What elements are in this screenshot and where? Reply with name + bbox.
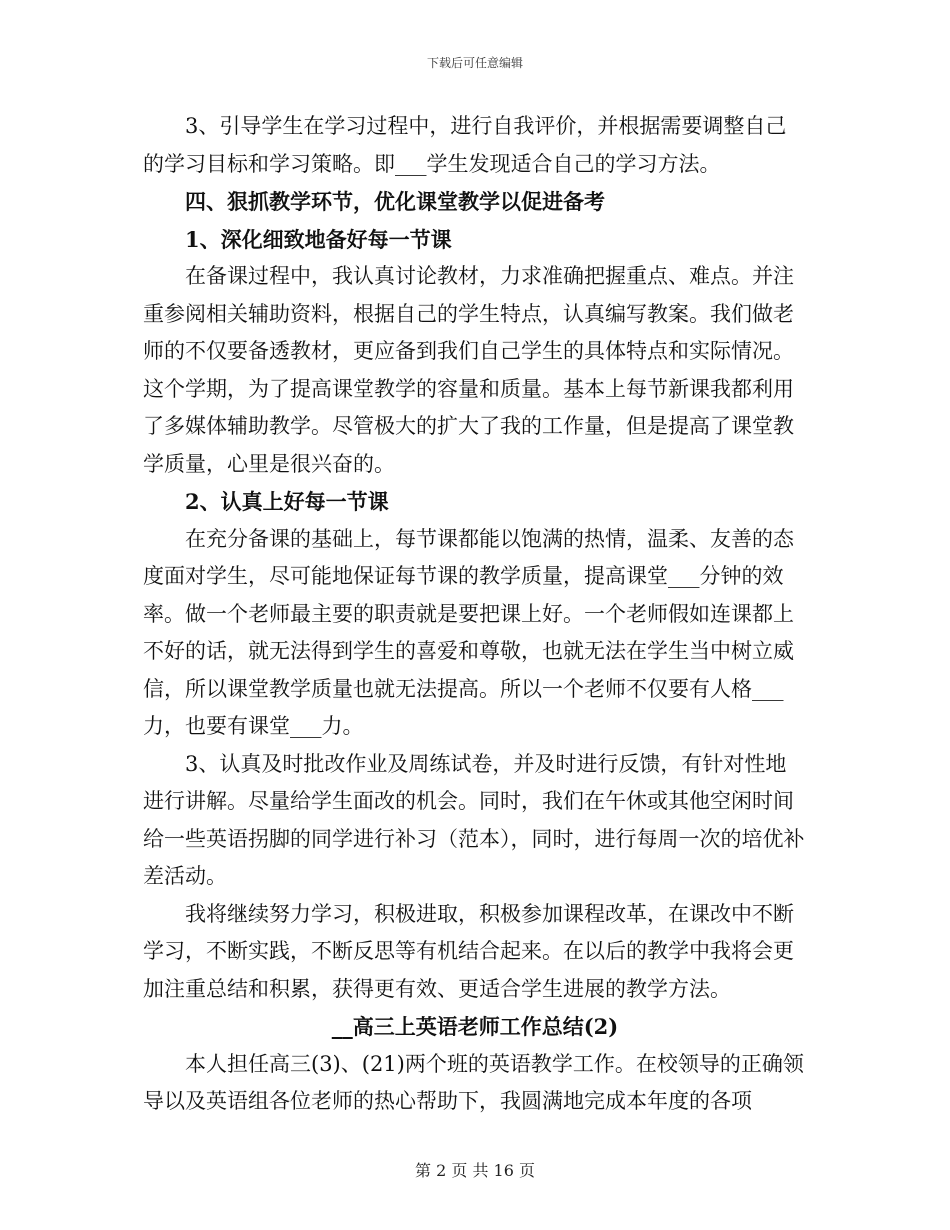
paragraph-homework: 3、认真及时批改作业及周练试卷，并及时进行反馈，有针对性地进行讲解。尽量给学生面改的机会。同时，我们在午休或其他空闲时间给一些英语拐脚的同学进行补习（范本），同时，进行每周一次的培优补差活动。 xyxy=(143,751,805,888)
document-body xyxy=(143,108,807,1121)
header-note: 下载后可任意编辑 xyxy=(426,56,523,70)
paragraph-intro-2: 本人担任高三(3)、(21)两个班的英语教学工作。在校领导的正确领导以及英语组各位老师的热心帮助下，我圆满地完成本年度的各项 xyxy=(143,1051,804,1113)
subheading-teach-class: 2、认真上好每一节课 xyxy=(185,489,389,514)
section-heading-4: 四、狠抓教学环节，优化课堂教学以促进备考 xyxy=(185,189,605,214)
subheading-lesson-prep: 1、深化细致地备好每一节课 xyxy=(185,226,452,252)
paragraph-continue-learning: 我将继续努力学习，积极进取，积极参加课程改革，在课改中不断学习，不断实践，不断反思等有机结合起来。在以后的教学中我将会更加注重总结和积累，获得更有效、更适合学生进展的教学方法。 xyxy=(143,901,794,1001)
page-number: 第 2 页 共 16 页 xyxy=(415,1161,535,1180)
paragraph-self-evaluation: 3、引导学生在学习过程中，进行自我评价，并根据需要调整自己的学习目标和学习策略。即___学生发现适合自己的学习方法。 xyxy=(143,114,787,176)
article-title-2: __高三上英语老师工作总结(2) xyxy=(331,1014,619,1039)
paragraph-lesson-prep: 在备课过程中，我认真讨论教材，力求准确把握重点、难点。并注重参阅相关辅助资料，根据自己的学生特点，认真编写教案。我们做老师的不仅要备透教材，更应备到我们自己学生的具体特点和实际情况。这个学期，为了提高课堂教学的容量和质量。基本上每节新课我都利用了多媒体辅助教学。尽管极大的扩大了我的工作量，但是提高了课堂教学质量，心里是很兴奋的。 xyxy=(143,264,794,476)
paragraph-teach-class: 在充分备课的基础上，每节课都能以饱满的热情，温柔、友善的态度面对学生，尽可能地保证每节课的教学质量，提高课堂___分钟的效率。做一个老师最主要的职责就是要把课上好。一个老师假如连课都上不好的话，就无法得到学生的喜爱和尊敬，也就无法在学生当中树立威信，所以课堂教学质量也就无法提高。所以一个老师不仅要有人格___力，也要有课堂___力。 xyxy=(143,526,794,738)
